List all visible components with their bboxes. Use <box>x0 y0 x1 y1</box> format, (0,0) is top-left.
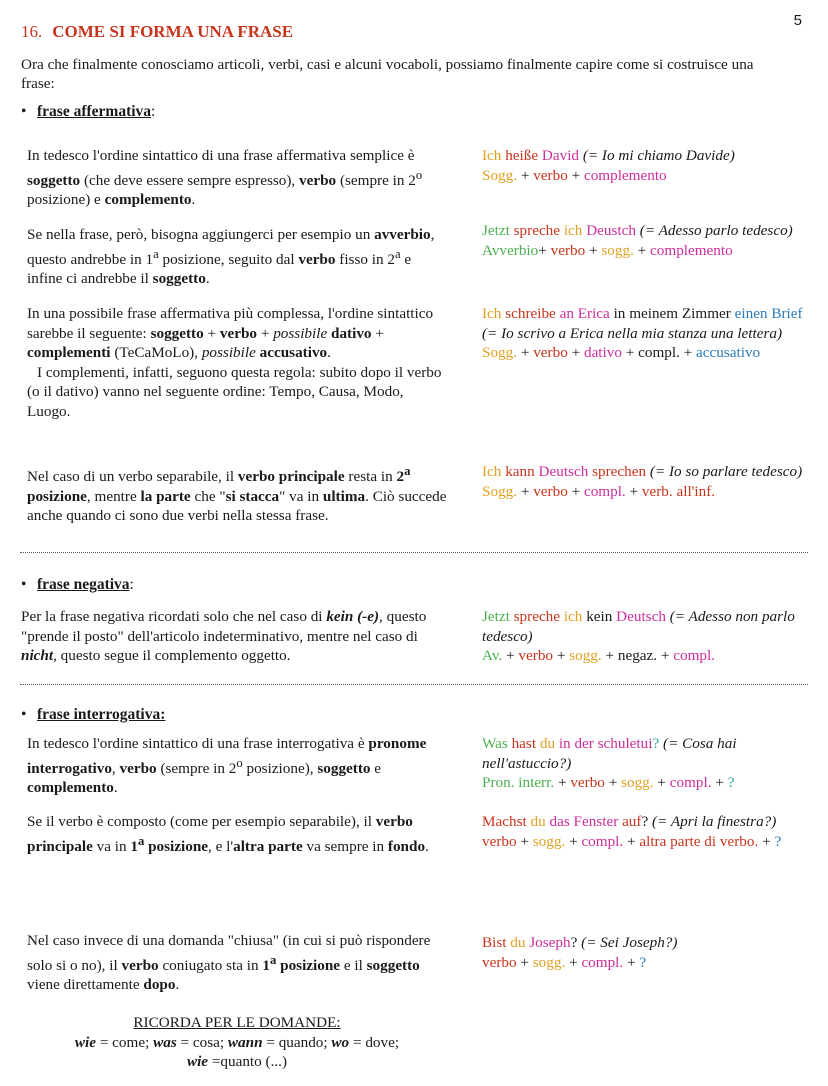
section-heading: 16. COME SI FORMA UNA FRASE <box>21 22 294 41</box>
affermativa-paragraph-2: Se nella frase, però, bisogna aggiungerci per esempio un avverbio, questo andrebbe in 1$^a$ posizione, seguito dal verbo fisso in 2$^a$ e infine ci andrebbe il soggetto. <box>27 226 435 288</box>
example-affermativa-1: Ich heiße David (= Io mi chiamo Davide) Sogg. + verbo + complemento <box>482 147 735 184</box>
intro-paragraph: Ora che finalmente conosciamo articoli, verbi, casi e alcuni vocaboli, possiamo finalmente capire come si costruisce una frase: <box>21 56 754 92</box>
example-interrogativa-2: Machst du das Fenster auf? (= Apri la finestra?) verbo + sogg. + compl. + altra parte di verbo. + ? <box>482 813 782 850</box>
example-interrogativa-3: Bist du Joseph? (= Sei Joseph?) verbo + sogg. + compl. + ? <box>482 934 678 971</box>
example-interrogativa-1: Was hast du in der schuletui? (= Cosa hai nell'astuccio?) Pron. interr. + verbo + sogg. + compl. + ? <box>482 735 737 792</box>
example-affermativa-3: Ich schreibe an Erica in meinem Zimmer einen Brief (= Io scrivo a Erica nella mia stanza una lettera) Sogg. + verbo + dativo + compl. + accusativo <box>482 305 803 362</box>
ricorda-title: RICORDA PER LE DOMANDE: <box>133 1014 341 1031</box>
page-number: 5 <box>793 12 802 29</box>
affermativa-paragraph-1: In tedesco l'ordine sintattico di una frase affermativa semplice è soggetto (che deve essere sempre espresso), verbo (sempre in 2$^o$ posizione) e complemento. <box>27 147 423 209</box>
example-affermativa-4: Ich kann Deutsch sprechen (= Io so parlare tedesco) Sogg. + verbo + compl. + verb. all'inf. <box>482 463 803 500</box>
interrogativa-paragraph-3: Nel caso invece di una domanda "chiusa" (in cui si può rispondere solo si o no), il verbo coniugato sta in 1$^a$ posizione e il soggetto viene direttamente dopo. <box>27 932 431 994</box>
affermativa-paragraph-3: In una possibile frase affermativa più complessa, l'ordine sintattico sarebbe il seguente: soggetto + verbo + possibile dativo + complementi (TeCaMoLo), possibile accusativo. I complementi, infatti, seguono questa regola: subito dopo il verbo (o il dativo) vanno nel seguente ordine: Tempo, Causa, Modo, Luogo. <box>27 305 442 420</box>
bullet-frase-affermativa: • frase affermativa: <box>21 103 156 120</box>
section-divider <box>20 552 808 553</box>
bullet-frase-negativa: • frase negativa: <box>21 576 134 593</box>
bullet-frase-interrogativa: • frase interrogativa: <box>21 706 166 723</box>
section-divider <box>20 684 808 685</box>
example-affermativa-2: Jetzt spreche ich Deustch (= Adesso parlo tedesco) Avverbio+ verbo + sogg. + complemento <box>482 222 793 259</box>
affermativa-paragraph-4: Nel caso di un verbo separabile, il verbo principale resta in 2$^a$ posizione, mentre la parte che "si stacca" va in ultima. Ciò succede anche quando ci sono due verbi nella stessa frase. <box>27 464 447 525</box>
ricorda-box: RICORDA PER LE DOMANDE: wie = come; was = cosa; wann = quando; wo = dove; wie =quanto (...) <box>27 1013 447 1072</box>
interrogativa-paragraph-1: In tedesco l'ordine sintattico di una frase interrogativa è pronome interrogativo, verbo (sempre in 2$^o$ posizione), soggetto e complemento. <box>27 735 427 797</box>
interrogativa-paragraph-2: Se il verbo è composto (come per esempio separabile), il verbo principale va in 1$^a$ posizione, e l'altra parte va sempre in fondo. <box>27 813 429 855</box>
negativa-paragraph: Per la frase negativa ricordati solo che nel caso di kein (-e), questo "prende il posto" dell'articolo indeterminativo, mentre nel caso di nicht, questo segue il complemento oggetto. <box>21 608 427 665</box>
example-negativa: Jetzt spreche ich kein Deutsch (= Adesso non parlo tedesco) Av. + verbo + sogg. + negaz. + compl. <box>482 608 795 665</box>
